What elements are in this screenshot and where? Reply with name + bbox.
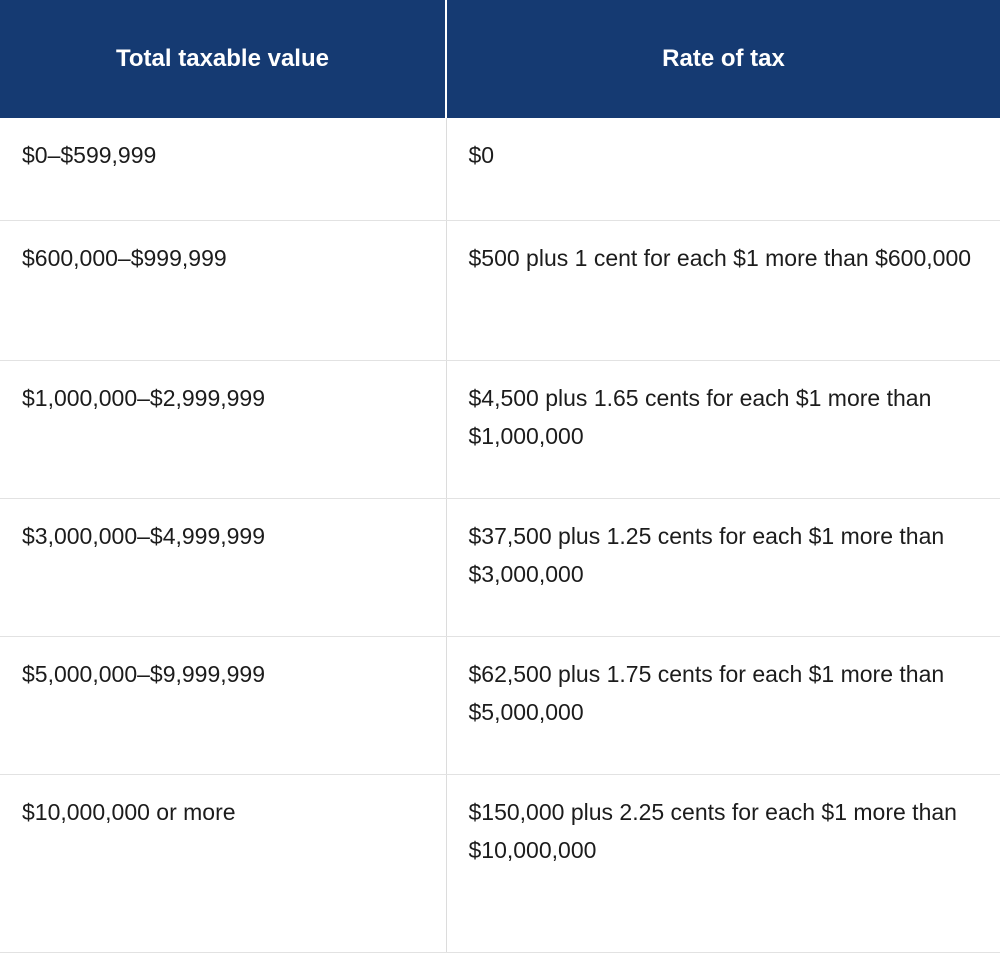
- cell-total-taxable-value: $3,000,000–$4,999,999: [0, 498, 446, 636]
- cell-rate-of-tax: $37,500 plus 1.25 cents for each $1 more than $3,000,000: [446, 498, 1000, 636]
- table-header: [0, 0, 1000, 118]
- table-body: [0, 118, 1000, 952]
- cell-total-taxable-value: $1,000,000–$2,999,999: [0, 360, 446, 498]
- table-row: [0, 774, 1000, 952]
- table-header-row: [0, 0, 1000, 118]
- cell-total-taxable-value: $0–$599,999: [0, 118, 446, 220]
- column-header-rate-of-tax: Rate of tax: [446, 0, 1000, 118]
- cell-total-taxable-value: $600,000–$999,999: [0, 220, 446, 360]
- cell-rate-of-tax: $150,000 plus 2.25 cents for each $1 more than $10,000,000: [446, 774, 1000, 952]
- table-row: [0, 360, 1000, 498]
- table-row: [0, 498, 1000, 636]
- cell-total-taxable-value: $5,000,000–$9,999,999: [0, 636, 446, 774]
- cell-total-taxable-value: $10,000,000 or more: [0, 774, 446, 952]
- column-header-total-taxable-value: Total taxable value: [0, 0, 446, 118]
- table-row: [0, 636, 1000, 774]
- cell-rate-of-tax: $0: [446, 118, 1000, 220]
- table-row: [0, 220, 1000, 360]
- table-row: [0, 118, 1000, 220]
- cell-rate-of-tax: $4,500 plus 1.65 cents for each $1 more than $1,000,000: [446, 360, 1000, 498]
- cell-rate-of-tax: $500 plus 1 cent for each $1 more than $600,000: [446, 220, 1000, 360]
- cell-rate-of-tax: $62,500 plus 1.75 cents for each $1 more than $5,000,000: [446, 636, 1000, 774]
